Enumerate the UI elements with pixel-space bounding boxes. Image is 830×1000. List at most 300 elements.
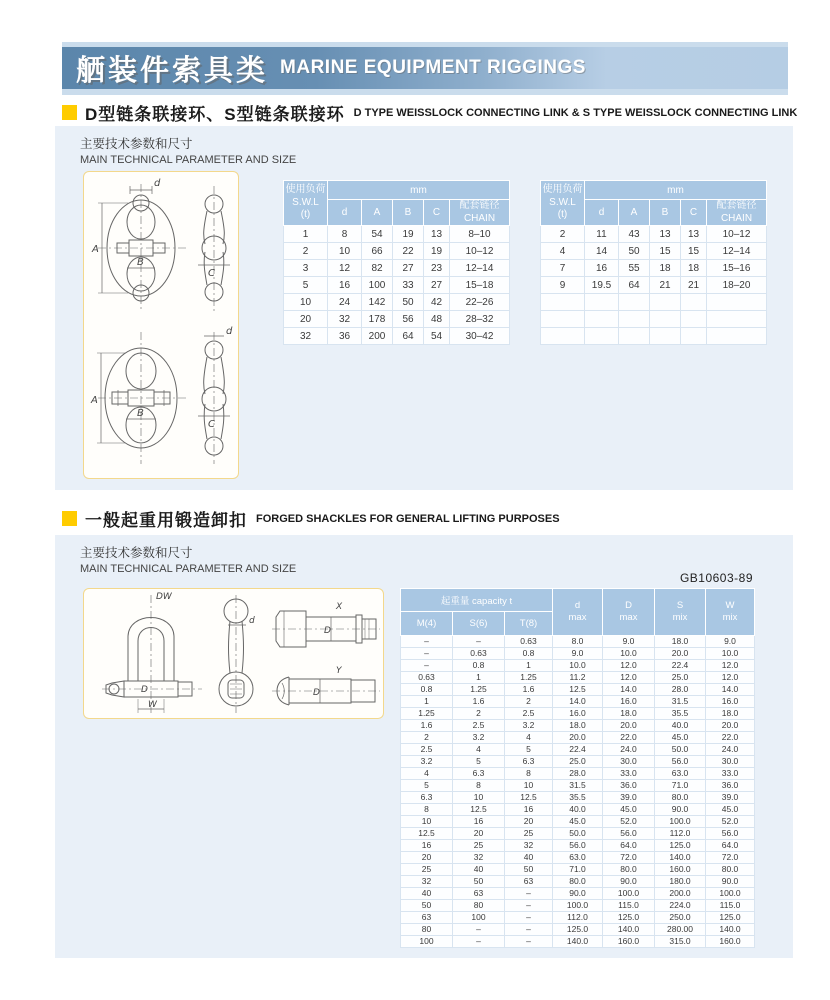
- table-cell: [681, 294, 707, 311]
- section2-panel: [55, 535, 793, 958]
- dim-label-D-pin: D: [313, 688, 320, 698]
- table-cell: 56.0: [603, 828, 655, 840]
- table-cell: 2.5: [505, 708, 553, 720]
- page-title-chinese: 舾装件索具类: [76, 54, 269, 87]
- table-cell: 140.0: [706, 924, 755, 936]
- table-cell: 64.0: [706, 840, 755, 852]
- table-cell: 42: [424, 294, 450, 311]
- table-cell: 12.0: [706, 660, 755, 672]
- table-cell: 1: [284, 226, 328, 243]
- table-cell: 50: [453, 876, 505, 888]
- table-cell: 9.0: [553, 648, 603, 660]
- table-cell: 10: [453, 792, 505, 804]
- table-row: [401, 768, 755, 780]
- table-cell: 6.3: [453, 768, 505, 780]
- table-row: [401, 912, 755, 924]
- table-cell: 36.0: [706, 780, 755, 792]
- table-cell: –: [401, 648, 453, 660]
- table-cell: 12.5: [401, 828, 453, 840]
- table-cell: 66: [362, 243, 393, 260]
- col-header-B: B: [393, 200, 424, 226]
- table-cell: 82: [362, 260, 393, 277]
- dim-label-W: W: [148, 700, 157, 710]
- table-cell: 15–16: [707, 260, 767, 277]
- table-row: [401, 780, 755, 792]
- table-cell: 10.0: [706, 648, 755, 660]
- table-cell: 22.4: [553, 744, 603, 756]
- subtitle-chinese: 主要技术参数和尺寸: [80, 137, 193, 151]
- table-cell: 100.0: [603, 888, 655, 900]
- table-cell: 52.0: [603, 816, 655, 828]
- table-cell: [585, 294, 619, 311]
- table-cell: –: [453, 936, 505, 948]
- table-cell: 80.0: [603, 864, 655, 876]
- table-cell: 140.0: [553, 936, 603, 948]
- table-cell: –: [505, 912, 553, 924]
- table-row: [401, 888, 755, 900]
- table-cell: 63: [505, 876, 553, 888]
- table-cell: 72.0: [706, 852, 755, 864]
- table-cell: 40: [401, 888, 453, 900]
- table-cell: 125.0: [706, 912, 755, 924]
- table-cell: 22.0: [603, 732, 655, 744]
- table-cell: 35.5: [655, 708, 706, 720]
- table-cell: 48: [424, 311, 450, 328]
- table-cell: 22–26: [450, 294, 510, 311]
- table-cell: 14: [585, 243, 619, 260]
- s-type-link-table: [540, 180, 767, 345]
- table-cell: 0.63: [453, 648, 505, 660]
- table-cell: 12.5: [553, 684, 603, 696]
- table-cell: 28–32: [450, 311, 510, 328]
- table-cell: 280.00: [655, 924, 706, 936]
- table-cell: 16.0: [706, 696, 755, 708]
- table-cell: 5: [453, 756, 505, 768]
- table-cell: [707, 294, 767, 311]
- section2-title-english: FORGED SHACKLES FOR GENERAL LIFTING PURPOSES: [256, 512, 560, 525]
- table-cell: 24.0: [603, 744, 655, 756]
- table-cell: 90.0: [553, 888, 603, 900]
- table-cell: [619, 294, 650, 311]
- table-cell: 2: [401, 732, 453, 744]
- col-header-S6: S(6): [453, 612, 505, 636]
- table-cell: 1.6: [401, 720, 453, 732]
- table-cell: 24.0: [706, 744, 755, 756]
- table-cell: 50: [505, 864, 553, 876]
- col-header-B: B: [650, 200, 681, 226]
- table-cell: 32: [453, 852, 505, 864]
- table-cell: 12.0: [603, 660, 655, 672]
- table-row: [401, 636, 755, 648]
- table-cell: 0.8: [401, 684, 453, 696]
- col-header-S-mix: S mix: [655, 589, 706, 636]
- table-row: [541, 294, 767, 311]
- table-cell: 63.0: [655, 768, 706, 780]
- table-row: [401, 816, 755, 828]
- table-cell: 21: [650, 277, 681, 294]
- shackle-drawing-box: [83, 588, 384, 719]
- table-cell: 20.0: [603, 720, 655, 732]
- table-cell: –: [401, 636, 453, 648]
- table-cell: 40.0: [553, 804, 603, 816]
- table-cell: 32: [505, 840, 553, 852]
- table-row: [541, 226, 767, 243]
- dim-label-d2: d: [226, 326, 233, 337]
- table-cell: 9.0: [706, 636, 755, 648]
- table-cell: 115.0: [706, 900, 755, 912]
- table-cell: 50: [619, 243, 650, 260]
- table-cell: 100.0: [553, 900, 603, 912]
- section1-title: [62, 100, 797, 125]
- table-cell: 2.5: [453, 720, 505, 732]
- table-row: [541, 311, 767, 328]
- table-cell: 71.0: [553, 864, 603, 876]
- table-cell: 1.25: [453, 684, 505, 696]
- connecting-link-drawing-box: [83, 171, 239, 479]
- table-cell: 180.0: [655, 876, 706, 888]
- page-header-banner: [62, 42, 788, 95]
- table-cell: 1.25: [401, 708, 453, 720]
- table-cell: 35.5: [553, 792, 603, 804]
- table-cell: 12–14: [707, 243, 767, 260]
- table-cell: 40: [505, 852, 553, 864]
- table-row: [401, 696, 755, 708]
- table-cell: 55: [619, 260, 650, 277]
- table-cell: 64.0: [603, 840, 655, 852]
- table-cell: 39.0: [603, 792, 655, 804]
- table-cell: 5: [505, 744, 553, 756]
- table-cell: 33: [393, 277, 424, 294]
- table-cell: 224.0: [655, 900, 706, 912]
- table-cell: 10–12: [707, 226, 767, 243]
- table-cell: 32: [401, 876, 453, 888]
- dim-label-DW: DW: [156, 592, 172, 602]
- table-cell: 50.0: [553, 828, 603, 840]
- table-cell: 39.0: [706, 792, 755, 804]
- table-cell: 80: [401, 924, 453, 936]
- table-cell: 45.0: [655, 732, 706, 744]
- yellow-square-bullet: [62, 105, 77, 120]
- table-row: [284, 294, 510, 311]
- table-cell: 15–18: [450, 277, 510, 294]
- col-header-A: A: [619, 200, 650, 226]
- table-cell: 25: [401, 864, 453, 876]
- table-cell: 160.0: [706, 936, 755, 948]
- table-cell: 56.0: [553, 840, 603, 852]
- table-cell: 315.0: [655, 936, 706, 948]
- table-cell: 80.0: [553, 876, 603, 888]
- table-row: [401, 744, 755, 756]
- subtitle-english: MAIN TECHNICAL PARAMETER AND SIZE: [80, 154, 297, 167]
- table-cell: 64: [393, 328, 424, 345]
- table-cell: 250.0: [655, 912, 706, 924]
- table-cell: 4: [541, 243, 585, 260]
- table-cell: 125.0: [603, 912, 655, 924]
- table-cell: 178: [362, 311, 393, 328]
- table-cell: [650, 294, 681, 311]
- table-cell: 0.63: [505, 636, 553, 648]
- table-cell: –: [453, 636, 505, 648]
- table-cell: 45.0: [706, 804, 755, 816]
- table-row: [284, 328, 510, 345]
- standard-number: GB10603-89: [679, 571, 753, 585]
- table-cell: 25.0: [553, 756, 603, 768]
- col-header-A: A: [362, 200, 393, 226]
- table-cell: 54: [424, 328, 450, 345]
- table-cell: 5: [284, 277, 328, 294]
- table-cell: 72.0: [603, 852, 655, 864]
- table-row: [284, 277, 510, 294]
- table-cell: 100: [362, 277, 393, 294]
- dim-label-A2: A: [91, 395, 98, 406]
- mm-header: mm: [328, 181, 510, 200]
- dim-label-C: C: [208, 268, 215, 279]
- table-cell: 16: [505, 804, 553, 816]
- connecting-link-diagram: [84, 172, 238, 478]
- table-row: [401, 900, 755, 912]
- table-cell: 3.2: [453, 732, 505, 744]
- table-cell: 2.5: [401, 744, 453, 756]
- d-type-table-body: [284, 226, 510, 345]
- dim-label-A: A: [92, 244, 99, 255]
- table-cell: 13: [424, 226, 450, 243]
- table-cell: 30.0: [603, 756, 655, 768]
- table-cell: 30.0: [706, 756, 755, 768]
- table-cell: 112.0: [553, 912, 603, 924]
- table-cell: 15: [650, 243, 681, 260]
- table-cell: [619, 311, 650, 328]
- table-row: [401, 792, 755, 804]
- table-cell: 9: [541, 277, 585, 294]
- col-header-D-max: D max: [603, 589, 655, 636]
- table-row: [284, 243, 510, 260]
- table-cell: [541, 294, 585, 311]
- table-cell: 33.0: [603, 768, 655, 780]
- table-cell: 21: [681, 277, 707, 294]
- table-cell: 8: [505, 768, 553, 780]
- table-cell: 18: [681, 260, 707, 277]
- d-type-link-table: [283, 180, 510, 345]
- table-cell: 13: [681, 226, 707, 243]
- table-cell: 52.0: [706, 816, 755, 828]
- table-cell: [541, 328, 585, 345]
- view-label-X: X: [336, 602, 343, 612]
- dim-label-C2: C: [208, 419, 215, 430]
- swl-header: 使用负荷 S.W.L (t): [284, 181, 328, 226]
- table-row: [284, 311, 510, 328]
- subtitle-chinese: 主要技术参数和尺寸: [80, 546, 193, 560]
- table-cell: [585, 328, 619, 345]
- table-row: [401, 660, 755, 672]
- table-cell: 33.0: [706, 768, 755, 780]
- table-cell: 80.0: [655, 792, 706, 804]
- table-cell: 25: [453, 840, 505, 852]
- yellow-square-bullet: [62, 511, 77, 526]
- table-cell: 160.0: [603, 936, 655, 948]
- table-cell: 30–42: [450, 328, 510, 345]
- table-row: [541, 260, 767, 277]
- table-cell: 12.0: [706, 672, 755, 684]
- table-cell: 63.0: [553, 852, 603, 864]
- table-cell: [707, 328, 767, 345]
- shackle-table-body: [401, 636, 755, 948]
- page-title-english: MARINE EQUIPMENT RIGGINGS: [280, 57, 586, 78]
- table-cell: 16.0: [553, 708, 603, 720]
- col-header-C: C: [424, 200, 450, 226]
- dim-label-D-bolt: D: [324, 626, 331, 636]
- chain-header: 配套链径 CHAIN: [450, 200, 510, 226]
- table-cell: 1.25: [505, 672, 553, 684]
- shackle-table: [400, 588, 755, 948]
- table-cell: 4: [401, 768, 453, 780]
- table-cell: 10: [401, 816, 453, 828]
- table-cell: 4: [453, 744, 505, 756]
- table-cell: 125.0: [655, 840, 706, 852]
- table-row: [401, 684, 755, 696]
- s-type-table-body: [541, 226, 767, 345]
- table-cell: 12.0: [603, 672, 655, 684]
- table-row: [401, 828, 755, 840]
- table-cell: 160.0: [655, 864, 706, 876]
- table-cell: 11: [585, 226, 619, 243]
- table-cell: 23: [424, 260, 450, 277]
- shackle-diagram: [84, 589, 383, 718]
- table-cell: 45.0: [603, 804, 655, 816]
- table-cell: 31.5: [655, 696, 706, 708]
- view-label-Y: Y: [336, 666, 342, 676]
- table-cell: 54: [362, 226, 393, 243]
- table-cell: 0.63: [401, 672, 453, 684]
- table-cell: [707, 311, 767, 328]
- table-cell: 3.2: [401, 756, 453, 768]
- table-cell: 10–12: [450, 243, 510, 260]
- table-cell: 12–14: [450, 260, 510, 277]
- table-cell: 18–20: [707, 277, 767, 294]
- table-cell: 7: [541, 260, 585, 277]
- table-cell: 12.5: [505, 792, 553, 804]
- table-cell: 43: [619, 226, 650, 243]
- table-cell: 2: [453, 708, 505, 720]
- table-cell: 36: [328, 328, 362, 345]
- section2-subtitle: [80, 544, 296, 576]
- table-cell: 63: [401, 912, 453, 924]
- table-cell: 100: [401, 936, 453, 948]
- table-cell: 28.0: [655, 684, 706, 696]
- table-cell: 27: [424, 277, 450, 294]
- table-cell: 19: [393, 226, 424, 243]
- table-cell: 19: [424, 243, 450, 260]
- col-header-T8: T(8): [505, 612, 553, 636]
- table-cell: 25.0: [655, 672, 706, 684]
- table-cell: 90.0: [603, 876, 655, 888]
- table-cell: [650, 328, 681, 345]
- table-cell: 1: [401, 696, 453, 708]
- table-cell: 8: [401, 804, 453, 816]
- table-cell: 14.0: [706, 684, 755, 696]
- table-cell: 24: [328, 294, 362, 311]
- table-cell: 16: [401, 840, 453, 852]
- dim-label-B: B: [137, 257, 144, 268]
- table-cell: 20: [505, 816, 553, 828]
- table-cell: 50: [401, 900, 453, 912]
- table-row: [284, 226, 510, 243]
- table-cell: 18.0: [603, 708, 655, 720]
- table-cell: 71.0: [655, 780, 706, 792]
- subtitle-english: MAIN TECHNICAL PARAMETER AND SIZE: [80, 563, 297, 576]
- table-row: [401, 852, 755, 864]
- table-row: [401, 876, 755, 888]
- capacity-header: 起重量 capacity t: [401, 589, 553, 612]
- table-cell: 19.5: [585, 277, 619, 294]
- table-row: [541, 328, 767, 345]
- table-cell: 6.3: [505, 756, 553, 768]
- table-cell: 22.4: [655, 660, 706, 672]
- table-cell: [585, 311, 619, 328]
- table-cell: 27: [393, 260, 424, 277]
- col-header-C: C: [681, 200, 707, 226]
- table-cell: 140.0: [603, 924, 655, 936]
- col-header-d: d: [585, 200, 619, 226]
- col-header-M4: M(4): [401, 612, 453, 636]
- table-cell: 16: [328, 277, 362, 294]
- table-cell: 140.0: [655, 852, 706, 864]
- table-cell: –: [505, 900, 553, 912]
- table-row: [401, 672, 755, 684]
- table-cell: 200.0: [655, 888, 706, 900]
- dim-label-d-side: d: [249, 616, 255, 626]
- table-row: [401, 864, 755, 876]
- table-row: [401, 720, 755, 732]
- table-cell: 56: [393, 311, 424, 328]
- table-cell: 1: [453, 672, 505, 684]
- table-cell: 9.0: [603, 636, 655, 648]
- table-cell: [541, 311, 585, 328]
- table-cell: 8.0: [553, 636, 603, 648]
- table-cell: 40: [453, 864, 505, 876]
- table-cell: 4: [505, 732, 553, 744]
- table-cell: 31.5: [553, 780, 603, 792]
- table-cell: 13: [650, 226, 681, 243]
- swl-header: 使用负荷 S.W.L (t): [541, 181, 585, 226]
- table-cell: 100.0: [655, 816, 706, 828]
- table-cell: 142: [362, 294, 393, 311]
- table-cell: 2: [284, 243, 328, 260]
- table-cell: 125.0: [553, 924, 603, 936]
- table-cell: 2: [541, 226, 585, 243]
- table-cell: 28.0: [553, 768, 603, 780]
- table-cell: 56.0: [655, 756, 706, 768]
- table-cell: 20: [401, 852, 453, 864]
- table-row: [541, 277, 767, 294]
- table-cell: 36.0: [603, 780, 655, 792]
- table-cell: 40.0: [655, 720, 706, 732]
- table-cell: 10: [328, 243, 362, 260]
- table-cell: 16.0: [603, 696, 655, 708]
- table-cell: 20.0: [553, 732, 603, 744]
- table-cell: 16: [453, 816, 505, 828]
- table-row: [401, 708, 755, 720]
- table-cell: 12.5: [453, 804, 505, 816]
- table-row: [284, 260, 510, 277]
- section1-title-english: D TYPE WEISSLOCK CONNECTING LINK & S TYPE WEISSLOCK CONNECTING LINK: [353, 106, 798, 119]
- table-row: [401, 756, 755, 768]
- table-cell: 2: [505, 696, 553, 708]
- table-cell: –: [505, 924, 553, 936]
- table-cell: 115.0: [603, 900, 655, 912]
- table-cell: 32: [284, 328, 328, 345]
- table-cell: [619, 328, 650, 345]
- table-cell: 12: [328, 260, 362, 277]
